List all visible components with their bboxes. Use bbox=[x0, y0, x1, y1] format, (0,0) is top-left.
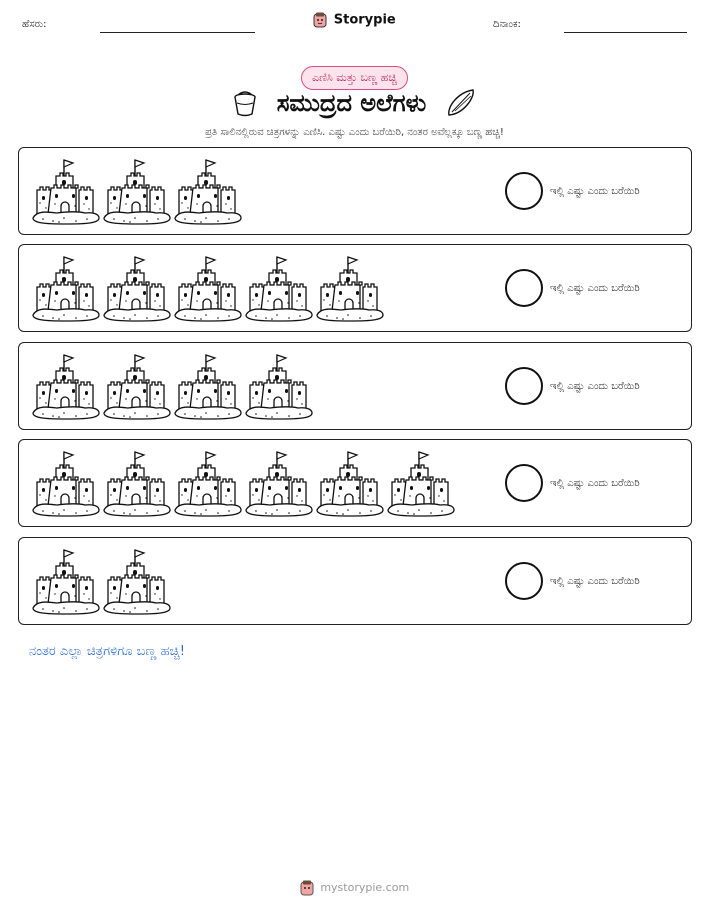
count-row-1 bbox=[18, 147, 692, 235]
name-field[interactable] bbox=[100, 32, 255, 33]
sandcastle-icon bbox=[31, 448, 101, 520]
sandcastle-icon bbox=[315, 253, 385, 325]
sandcastle-icon bbox=[244, 253, 314, 325]
sandcastle-icon bbox=[386, 448, 456, 520]
castle-group bbox=[31, 253, 386, 325]
answer-circle[interactable] bbox=[505, 367, 543, 405]
sandcastle-icon bbox=[31, 156, 101, 228]
castle-group bbox=[31, 351, 315, 423]
answer-circle[interactable] bbox=[505, 562, 543, 600]
brand-name: Storypie bbox=[333, 12, 396, 28]
answer-label: ಇಲ್ಲಿ ಎಷ್ಟು ಎಂದು ಬರೆಯಿರಿ bbox=[550, 186, 640, 197]
sandcastle-icon bbox=[102, 253, 172, 325]
storypie-logo-icon bbox=[313, 12, 327, 28]
footer-instruction: ನಂತರ ಎಲ್ಲಾ ಚಿತ್ರಗಳಿಗೂ ಬಣ್ಣ ಹಚ್ಚಿ! bbox=[29, 644, 185, 659]
answer-label: ಇಲ್ಲಿ ಎಷ್ಟು ಎಂದು ಬರೆಯಿರಿ bbox=[550, 576, 640, 587]
sandcastle-icon bbox=[31, 546, 101, 618]
worksheet-title: ಸಮುದ್ರದ ಅಲೆಗಳು bbox=[276, 89, 427, 117]
sandcastle-icon bbox=[31, 351, 101, 423]
count-row-3 bbox=[18, 342, 692, 430]
title-row bbox=[0, 88, 709, 118]
sandcastle-icon bbox=[315, 448, 385, 520]
sandcastle-icon bbox=[173, 253, 243, 325]
brand bbox=[0, 12, 709, 28]
count-row-2 bbox=[18, 244, 692, 332]
storypie-logo-icon bbox=[300, 880, 314, 896]
site-url: mystorypie.com bbox=[320, 881, 410, 894]
date-field[interactable] bbox=[564, 32, 687, 33]
sandcastle-icon bbox=[244, 351, 314, 423]
sandcastle-icon bbox=[102, 546, 172, 618]
answer-circle[interactable] bbox=[505, 269, 543, 307]
name-label: ಹೆಸರು: bbox=[22, 19, 47, 30]
sandcastle-icon bbox=[173, 351, 243, 423]
answer-label: ಇಲ್ಲಿ ಎಷ್ಟು ಎಂದು ಬರೆಯಿರಿ bbox=[550, 283, 640, 294]
sandcastle-icon bbox=[102, 448, 172, 520]
sandcastle-icon bbox=[173, 448, 243, 520]
sandcastle-icon bbox=[102, 351, 172, 423]
answer-circle[interactable] bbox=[505, 172, 543, 210]
answer-label: ಇಲ್ಲಿ ಎಷ್ಟು ಎಂದು ಬರೆಯಿರಿ bbox=[550, 478, 640, 489]
count-row-5 bbox=[18, 537, 692, 625]
answer-circle[interactable] bbox=[505, 464, 543, 502]
instruction-text: ಪ್ರತಿ ಸಾಲಿನಲ್ಲಿರುವ ಚಿತ್ರಗಳನ್ನು ಎಣಿಸಿ. ಎಷ್ಟು ಎಂದು ಬರೆಯಿರಿ, ನಂತರ ಅವೆಲ್ಲಕ್ಕೂ ಬಣ್ಣ ಹಚ್ಚಿ! bbox=[205, 127, 504, 138]
sandcastle-icon bbox=[244, 448, 314, 520]
sandcastle-icon bbox=[173, 156, 243, 228]
bucket-icon bbox=[232, 89, 258, 117]
site-footer bbox=[0, 880, 709, 896]
castle-group bbox=[31, 156, 244, 228]
sandcastle-icon bbox=[102, 156, 172, 228]
date-label: ದಿನಾಂಕ: bbox=[493, 19, 521, 30]
castle-group bbox=[31, 448, 457, 520]
castle-group bbox=[31, 546, 173, 618]
answer-label: ಇಲ್ಲಿ ಎಷ್ಟು ಎಂದು ಬರೆಯಿರಿ bbox=[550, 381, 640, 392]
surfboard-icon bbox=[445, 88, 477, 118]
activity-badge: ಎಣಿಸಿ ಮತ್ತು ಬಣ್ಣ ಹಚ್ಚಿ bbox=[301, 66, 408, 90]
sandcastle-icon bbox=[31, 253, 101, 325]
count-row-4 bbox=[18, 439, 692, 527]
